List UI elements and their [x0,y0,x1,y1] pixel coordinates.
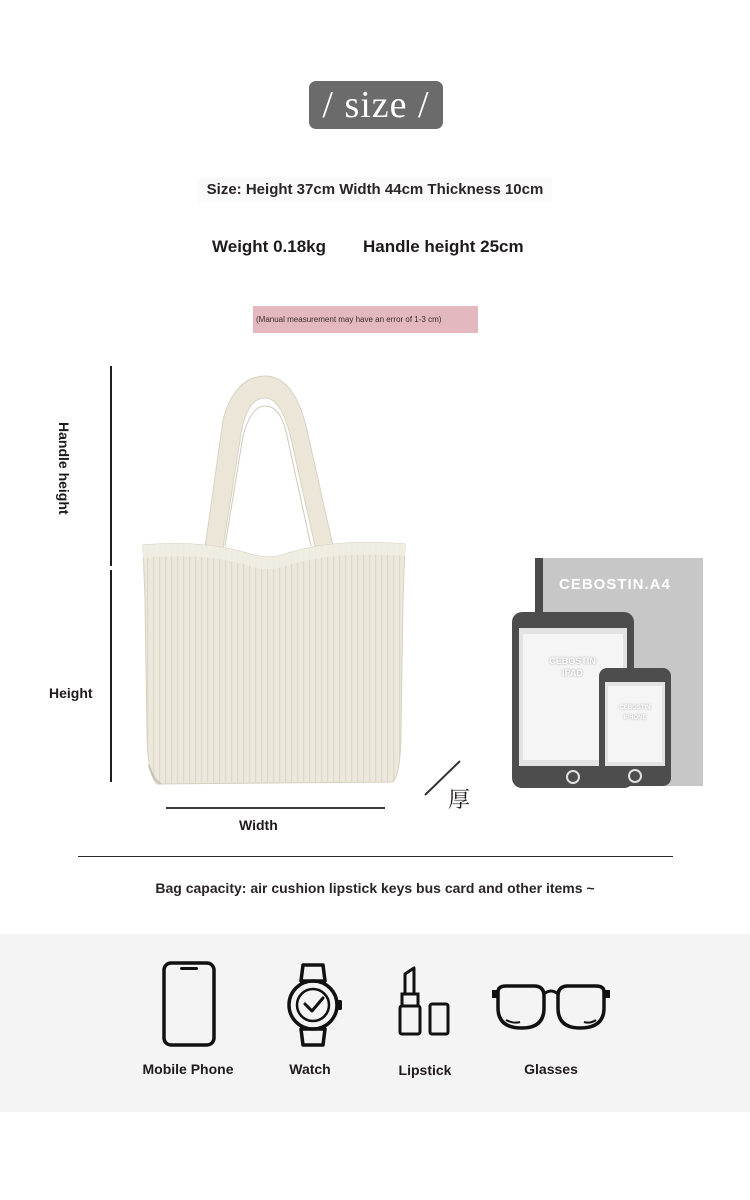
size-dimensions-text: Size: Height 37cm Width 44cm Thickness 10cm [198,178,552,202]
phone-label-2: IPHONE [623,715,647,721]
handle-height-label-wrap [58,422,88,522]
measurement-note: (Manual measurement may have an error of 1-3 cm) [253,306,478,333]
width-guide [166,807,385,809]
item-label-lipstick: Lipstick [398,1062,452,1078]
lipstick-icon [396,966,454,1040]
weight-text: Weight 0.18kg [212,237,326,256]
handle-height-text: Handle height 25cm [363,237,524,256]
glasses-icon [492,982,610,1034]
ipad-label-2: IPAD [562,668,583,678]
ipad-label-1: CEBOSTIN [549,656,596,666]
handle-height-guide [110,366,112,566]
width-label: Width [239,817,278,833]
a4-label: CEBOSTIN.A4 [559,576,671,593]
item-label-glasses: Glasses [524,1061,578,1077]
tote-bag-image [135,370,410,790]
mobile-phone-icon [160,961,218,1047]
thickness-label: 厚 [448,788,471,813]
capacity-text: Bag capacity: air cushion lipstick keys bus card and other items ~ [155,880,595,896]
item-label-mobile-phone: Mobile Phone [142,1061,234,1077]
height-guide [110,570,112,782]
section-divider [78,856,673,857]
phone-label-1: CEBOSTIN [619,705,651,711]
size-comparison-illustration [505,550,710,790]
items-band [0,934,750,1112]
size-title: / size / [309,81,443,129]
height-label: Height [49,685,93,701]
handle-height-label: Handle height [56,422,72,515]
watch-icon [283,963,345,1047]
item-label-watch: Watch [289,1061,331,1077]
